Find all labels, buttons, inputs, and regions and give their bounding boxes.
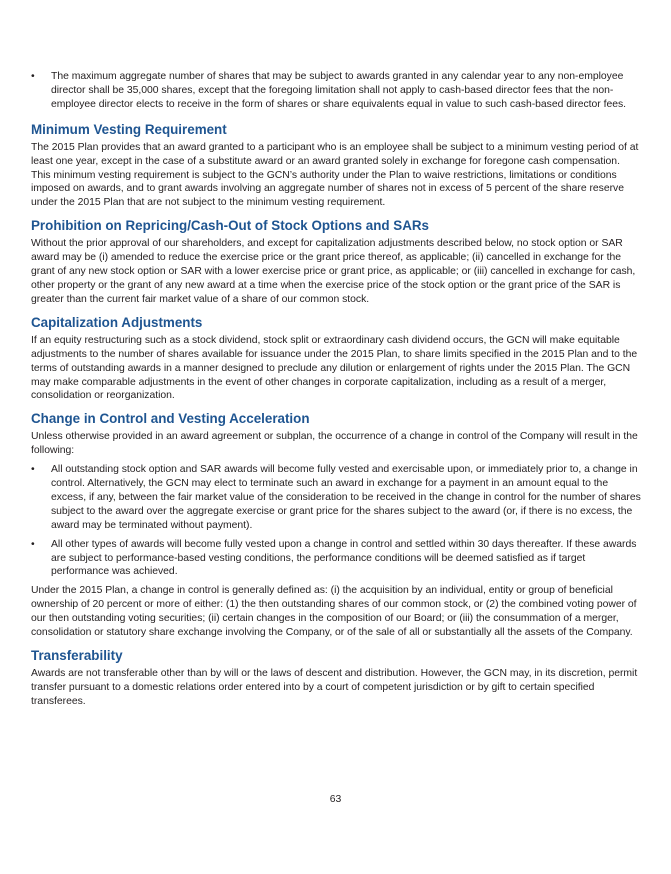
section-body: The 2015 Plan provides that an award granted to a participant who is an employee shall be subject to a minimum vesting period of at least one year, except in the case of a substitute award or an award granted solely in exchange for foregone cash compensation. This minimum vesting requirement is subject to the GCN’s authority under the Plan to waive restrictions, limitations or conditions imposed on awards, and to grant awards involving an aggregate number of shares not in excess of 5 percent of the share reserve under the 2015 Plan that are not subject to the minimum vesting requirement. — [31, 141, 639, 209]
bullet-text: All outstanding stock option and SAR awards will become fully vested and exercisable upon, or immediately prior to, a change in control. Alternatively, the GCN may elect to terminate such an award in exchange for a payment in an amount equal to the excess, if any, between the fair market value of the consideration to be received in the change in control for the number of shares subject to the award over the aggregate exercise or grant price for the shares subject to the award (or, if there is no excess, the award may be terminated without payment). — [51, 464, 641, 531]
bullet-marker: • — [31, 464, 35, 476]
section-heading: Change in Control and Vesting Acceleration — [31, 411, 310, 427]
section-change-in-control — [31, 410, 641, 640]
section-closing: Under the 2015 Plan, a change in control is generally defined as: (i) the acquisition by an individual, entity or group of beneficial ownership of 20 percent or more of either: (1) the then outstanding shares of our common stock, or (2) the combined voting power of our then outstanding voting securities; (ii) certain changes in the composition of our Board; or (iii) the consummation of a merger, consolidation or statutory share exchange involving the Company, or of the sale of all or substantially all the assets of the Company. — [31, 585, 637, 639]
section-heading: Transferability — [31, 648, 123, 663]
section-body: Awards are not transferable other than by will or the laws of descent and distribution. However, the GCN may, in its discretion, permit transfer pursuant to a domestic relations order entered into by a court of competent jurisdiction or by gift to certain specified transferees. — [31, 668, 638, 707]
list-item — [31, 463, 641, 533]
bullet-text: All other types of awards will become fully vested upon a change in control and settled within 30 days thereafter. If these awards are subject to performance-based vesting conditions, the performance conditions will be deemed satisfied as if target performance was achieved. — [51, 538, 637, 578]
page-number: 63 — [329, 794, 342, 805]
section-intro: Unless otherwise provided in an award agreement or subplan, the occurrence of a change in control of the Company will result in the following: — [31, 431, 638, 457]
document-page — [31, 70, 641, 716]
bullet-marker: • — [31, 538, 35, 550]
section-body: If an equity restructuring such as a stock dividend, stock split or extraordinary cash dividend occurs, the GCN will make equitable adjustments to the number of shares available for issuance under the 2015 Plan, to share limits specified in the 2015 Plan and to the terms of outstanding awards in a manner designed to preclude any dilution or enlargement of rights under the 2015 Plan. The GCN may make comparable adjustments in the event of other changes in corporate capitalization, including as a result of a merger, consolidation or reorganization. — [31, 334, 638, 402]
section-transferability — [31, 647, 641, 709]
list-item — [31, 70, 641, 112]
section-capitalization — [31, 314, 641, 404]
section-heading: Prohibition on Repricing/Cash-Out of Stock Options and SARs — [31, 218, 430, 234]
section-body: Without the prior approval of our shareholders, and except for capitalization adjustments described below, no stock option or SAR award may be (i) amended to reduce the exercise price or the grant price thereof, as applicable; (ii) cancelled in exchange for the grant of any new stock option or SAR with a lower exercise price or grant price, as applicable; or (iii) cancelled in exchange for cash, other property or the grant of any new award at a time when the exercise price of the stock option or the grant price of the SAR is greater than the current fair market value of a share of our common stock. — [31, 238, 636, 305]
bullet-marker: • — [31, 71, 35, 82]
section-heading: Minimum Vesting Requirement — [31, 121, 227, 137]
section-minimum-vesting — [31, 121, 641, 211]
list-item — [31, 538, 641, 580]
director-share-limit-text: The maximum aggregate number of shares that may be subject to awards granted in any calendar year to any non-employee director shall be 35,000 shares, except that the foregoing limitation shall not apply to cash-based director fees that the non-employee director elects to receive in the form of shares or share equivalents equal in value to such cash-based director fees. — [51, 71, 627, 110]
section-heading: Capitalization Adjustments — [31, 314, 203, 330]
section-repricing — [31, 217, 641, 307]
